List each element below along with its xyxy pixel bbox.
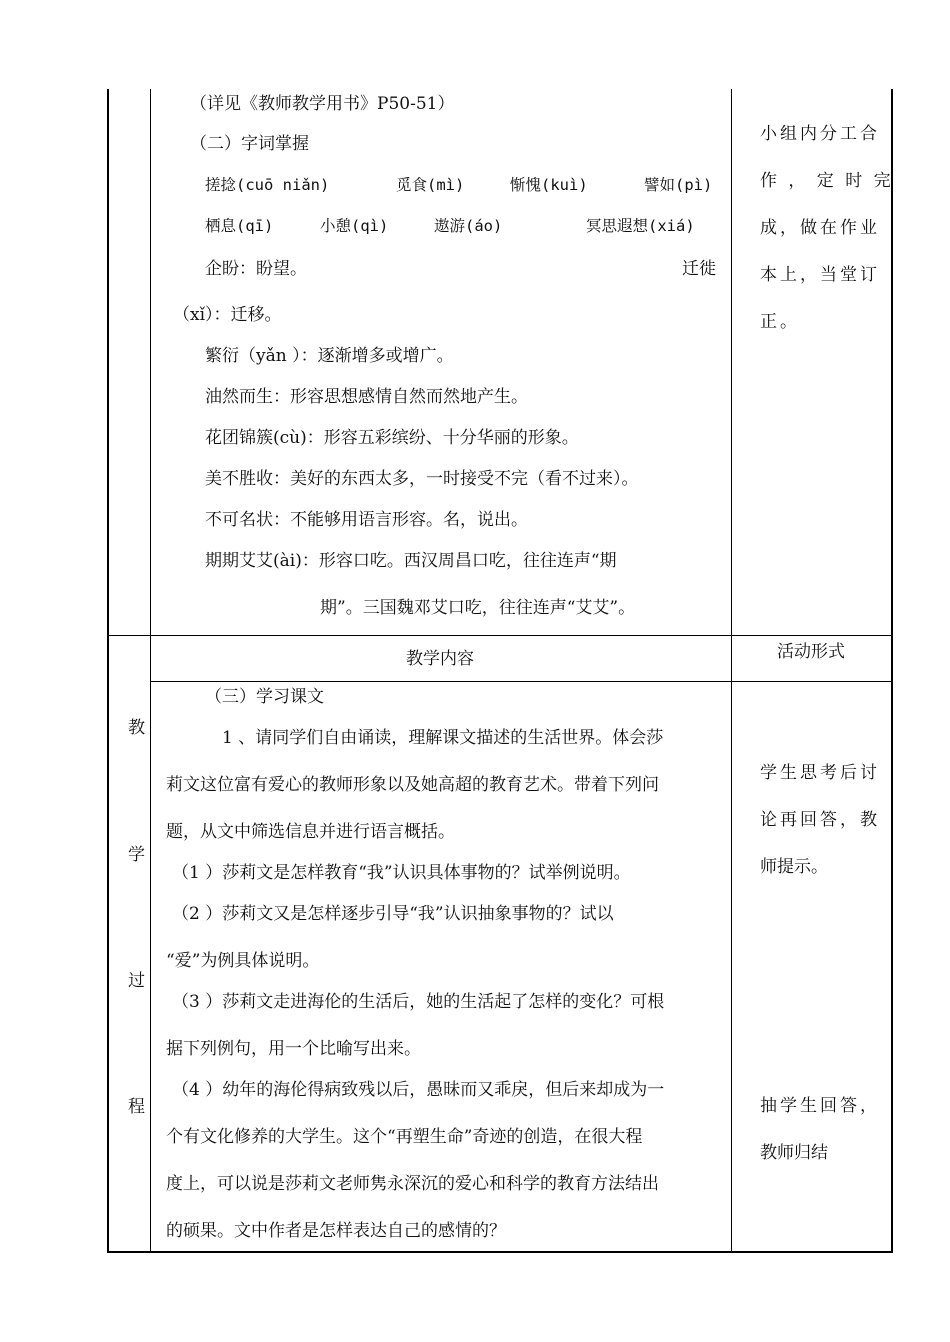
vocab-word: 惭愧(kuì) (510, 176, 588, 194)
activity-text: 论再回答，教 (760, 810, 880, 830)
definition-line: 不可名状：不能够用语言形容。名，说出。 (205, 510, 528, 530)
definition-line: 企盼：盼望。 (205, 259, 307, 279)
activity-text: 作 ， 定 时 完 (760, 171, 894, 191)
activity-text: 抽学生回答， (760, 1096, 880, 1116)
definition-line: 期期艾艾(ài)：形容口吃。西汉周昌口吃，往往连声“期 (205, 551, 617, 571)
column-divider-activity (731, 89, 732, 1253)
process-label-char: 学 (128, 845, 145, 865)
header-teaching-content: 教学内容 (406, 649, 474, 669)
activity-text: 成，做在作业 (760, 218, 880, 238)
study-line: 度上，可以说是莎莉文老师隽永深沉的爱心和科学的教育方法结出 (166, 1174, 659, 1194)
reference-note: （详见《教师教学用书》P50-51） (190, 94, 455, 114)
vocab-word: 小憩(qì) (320, 217, 389, 235)
vocab-word: 冥思遐想(xiá) (586, 217, 695, 235)
definition-line: 繁衍（yǎn ）：逐渐增多或增广。 (205, 346, 454, 366)
study-line: 1 、请同学们自由诵读，理解课文描述的生活世界。体会莎 (222, 728, 664, 748)
section-heading-vocab: （二）字词掌握 (190, 134, 309, 154)
activity-text: 小组内分工合 (760, 124, 880, 144)
study-question: （4 ）幼年的海伦得病致残以后，愚昧而又乖戾，但后来却成为一 (172, 1080, 665, 1100)
process-label-char: 过 (128, 971, 145, 991)
study-line: 的硕果。文中作者是怎样表达自己的感情的？ (166, 1221, 506, 1241)
section-heading-study: （三）学习课文 (205, 687, 324, 707)
table-border-right (891, 89, 893, 1253)
vocab-word: 譬如(pì) (644, 176, 713, 194)
study-line: “爱”为例具体说明。 (166, 951, 320, 971)
header-activity-form: 活动形式 (777, 642, 845, 662)
process-label-char: 程 (128, 1097, 145, 1117)
study-question: （3 ）莎莉文走进海伦的生活后，她的生活起了怎样的变化？可根 (172, 992, 665, 1012)
column-divider-label (150, 89, 151, 1253)
definition-line: （xǐ）：迁移。 (173, 305, 282, 325)
definition-line: 美不胜收：美好的东西太多，一时接受不完（看不过来）。 (205, 469, 639, 489)
activity-text: 教师归结 (760, 1143, 828, 1163)
activity-text: 正。 (760, 312, 800, 332)
activity-text: 师提示。 (760, 857, 828, 877)
activity-text: 学生思考后讨 (760, 763, 880, 783)
vocab-word: 搓捻(cuō niǎn) (205, 176, 330, 194)
study-line: 个有文化修养的大学生。这个“再塑生命”奇迹的创造，在很大程 (166, 1127, 643, 1147)
study-line: 据下列例句，用一个比喻写出来。 (166, 1039, 421, 1059)
study-question: （1 ）莎莉文是怎样教育“我”认识具体事物的？试举例说明。 (172, 863, 631, 883)
definition-line: 期”。三国魏邓艾口吃，往往连声“艾艾”。 (320, 598, 636, 618)
vocab-word: 栖息(qī) (205, 217, 274, 235)
definition-line: 油然而生：形容思想感情自然而然地产生。 (205, 387, 528, 407)
process-label-char: 教 (128, 718, 145, 738)
study-line: 莉文这位富有爱心的教师形象以及她高超的教育艺术。带着下列问 (166, 775, 659, 795)
study-line: 题，从文中筛选信息并进行语言概括。 (166, 822, 455, 842)
definition-line: 花团锦簇(cù)：形容五彩缤纷、十分华丽的形象。 (205, 428, 579, 448)
table-border-left (107, 89, 109, 1253)
vocab-word: 遨游(áo) (434, 217, 503, 235)
row-divider-section (107, 635, 893, 636)
study-question: （2 ）莎莉文又是怎样逐步引导“我”认识抽象事物的？试以 (172, 904, 614, 924)
table-border-bottom (107, 1251, 893, 1253)
row-divider-header (150, 681, 893, 682)
activity-text: 本上，当堂订 (760, 265, 880, 285)
definition-line: 迁徙 (682, 259, 716, 279)
vocab-word: 觅食(mì) (396, 176, 465, 194)
